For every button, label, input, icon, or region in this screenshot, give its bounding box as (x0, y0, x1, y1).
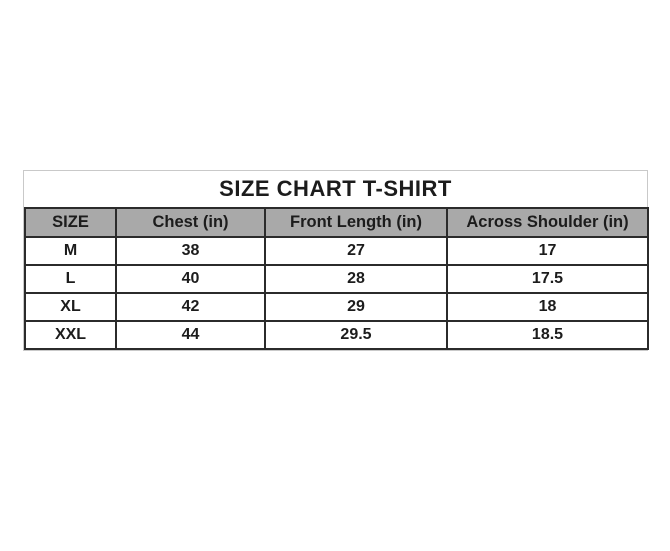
cell-front-length: 28 (265, 265, 447, 293)
cell-front-length: 27 (265, 237, 447, 265)
size-chart-container (23, 170, 648, 351)
cell-across-shoulder: 17 (447, 237, 648, 265)
table-row (25, 265, 648, 293)
cell-chest: 44 (116, 321, 265, 349)
table-row (25, 321, 648, 349)
cell-chest: 42 (116, 293, 265, 321)
table-row (25, 293, 648, 321)
size-chart-table (24, 207, 649, 350)
cell-size: XXL (25, 321, 116, 349)
cell-size: L (25, 265, 116, 293)
cell-chest: 40 (116, 265, 265, 293)
table-body (25, 237, 648, 349)
header-row (25, 208, 648, 237)
column-header-front-length: Front Length (in) (265, 208, 447, 237)
cell-across-shoulder: 18.5 (447, 321, 648, 349)
column-header-chest: Chest (in) (116, 208, 265, 237)
cell-across-shoulder: 17.5 (447, 265, 648, 293)
cell-size: M (25, 237, 116, 265)
cell-front-length: 29.5 (265, 321, 447, 349)
cell-front-length: 29 (265, 293, 447, 321)
cell-across-shoulder: 18 (447, 293, 648, 321)
size-chart-title: SIZE CHART T-SHIRT (24, 171, 647, 207)
cell-size: XL (25, 293, 116, 321)
cell-chest: 38 (116, 237, 265, 265)
column-header-size: SIZE (25, 208, 116, 237)
column-header-across-shoulder: Across Shoulder (in) (447, 208, 648, 237)
table-row (25, 237, 648, 265)
